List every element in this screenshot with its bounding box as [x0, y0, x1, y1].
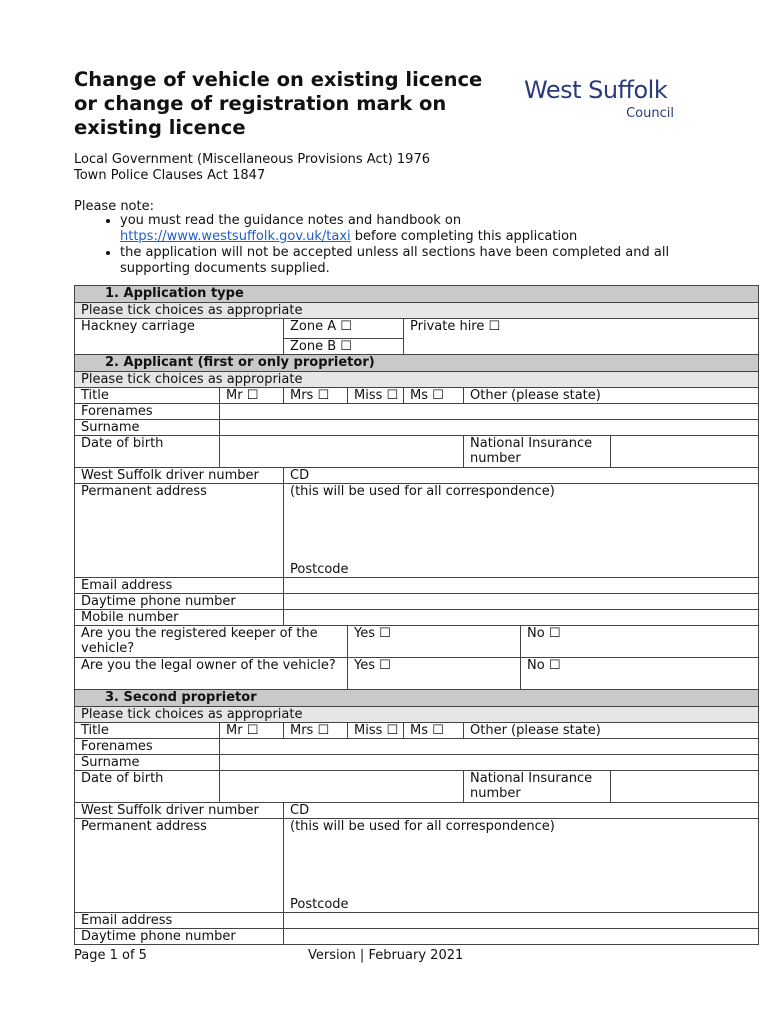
- surname-field[interactable]: [220, 420, 759, 436]
- version-label: Version | February 2021: [308, 948, 464, 963]
- surname-label: Surname: [75, 420, 220, 436]
- email-field[interactable]: [284, 913, 759, 929]
- checkbox-icon[interactable]: ☐: [317, 723, 330, 738]
- checkbox-icon[interactable]: ☐: [548, 658, 561, 673]
- checkbox-icon[interactable]: ☐: [432, 723, 444, 738]
- checkbox-icon[interactable]: ☐: [246, 723, 259, 738]
- ni-label: National Insurance number: [464, 771, 611, 803]
- dob-field[interactable]: [220, 436, 464, 468]
- daytime-phone-label: Daytime phone number: [75, 594, 284, 610]
- forenames-label: Forenames: [75, 739, 220, 755]
- email-label: Email address: [75, 578, 284, 594]
- mr-option[interactable]: Mr ☐: [220, 723, 284, 739]
- keeper-no-option[interactable]: No ☐: [521, 626, 759, 658]
- logo-sub: Council: [626, 106, 674, 121]
- section-1-tick-note: Please tick choices as appropriate: [75, 303, 759, 319]
- dob-field[interactable]: [220, 771, 464, 803]
- checkbox-icon[interactable]: ☐: [379, 658, 391, 673]
- address-note: (this will be used for all correspondence): [290, 484, 555, 499]
- forenames-field[interactable]: [220, 404, 759, 420]
- daytime-phone-field[interactable]: [284, 929, 759, 945]
- postcode-label: Postcode: [290, 562, 349, 577]
- email-label: Email address: [75, 913, 284, 929]
- guidance-link[interactable]: https://www.westsuffolk.gov.uk/taxi: [120, 229, 351, 244]
- email-field[interactable]: [284, 578, 759, 594]
- address-label: Permanent address: [75, 484, 284, 578]
- ms-option[interactable]: Ms ☐: [404, 388, 464, 404]
- owner-yes-option[interactable]: Yes ☐: [348, 658, 521, 690]
- daytime-phone-field[interactable]: [284, 594, 759, 610]
- act-2: Town Police Clauses Act 1847: [74, 168, 266, 183]
- surname-label: Surname: [75, 755, 220, 771]
- section-2-heading: 2. Applicant (first or only proprietor): [75, 355, 759, 372]
- miss-option[interactable]: Miss ☐: [348, 388, 404, 404]
- note-item: • you must read the guidance notes and handbook on https://www.westsuffolk.gov.uk/taxi before completing this application: [120, 213, 730, 245]
- zone-b-option[interactable]: Zone B ☐: [284, 339, 404, 355]
- address-field[interactable]: [284, 819, 759, 913]
- section-3-heading: 3. Second proprietor: [75, 690, 759, 707]
- page-title: Change of vehicle on existing licence or change of registration mark on existing licence: [74, 68, 483, 139]
- driver-number-label: West Suffolk driver number: [75, 803, 284, 819]
- logo-name: West Suffolk: [524, 76, 668, 104]
- checkbox-icon[interactable]: ☐: [548, 626, 561, 641]
- page-number: Page 1 of 5: [74, 948, 147, 963]
- private-hire-option[interactable]: Private hire ☐: [404, 319, 759, 355]
- checkbox-icon[interactable]: ☐: [379, 626, 391, 641]
- miss-option[interactable]: Miss ☐: [348, 723, 404, 739]
- checkbox-icon[interactable]: ☐: [386, 388, 399, 403]
- owner-no-option[interactable]: No ☐: [521, 658, 759, 690]
- checkbox-icon[interactable]: ☐: [340, 319, 352, 334]
- dob-label: Date of birth: [75, 771, 220, 803]
- surname-field[interactable]: [220, 755, 759, 771]
- checkbox-icon[interactable]: ☐: [432, 388, 444, 403]
- mrs-option[interactable]: Mrs ☐: [284, 723, 348, 739]
- hackney-carriage-label: Hackney carriage: [75, 319, 284, 355]
- west-suffolk-logo: [524, 76, 684, 126]
- notes-list: [74, 213, 730, 277]
- mrs-option[interactable]: Mrs ☐: [284, 388, 348, 404]
- checkbox-icon[interactable]: ☐: [340, 339, 352, 354]
- ni-label: National Insurance number: [464, 436, 611, 468]
- ni-field[interactable]: [611, 771, 759, 803]
- checkbox-icon[interactable]: ☐: [246, 388, 259, 403]
- note-item: • the application will not be accepted unless all sections have been completed and all supporting documents supplied.: [120, 245, 730, 277]
- other-title-option[interactable]: Other (please state): [464, 388, 759, 404]
- driver-number-label: West Suffolk driver number: [75, 468, 284, 484]
- driver-number-field[interactable]: CD: [284, 803, 759, 819]
- address-note: (this will be used for all correspondence): [290, 819, 555, 834]
- title-label: Title: [75, 723, 220, 739]
- title-label: Title: [75, 388, 220, 404]
- ms-option[interactable]: Ms ☐: [404, 723, 464, 739]
- address-field[interactable]: [284, 484, 759, 578]
- address-label: Permanent address: [75, 819, 284, 913]
- section-3-tick-note: Please tick choices as appropriate: [75, 707, 759, 723]
- forenames-field[interactable]: [220, 739, 759, 755]
- other-title-option[interactable]: Other (please state): [464, 723, 759, 739]
- registered-keeper-label: Are you the registered keeper of the vehicle?: [75, 626, 348, 658]
- checkbox-icon[interactable]: ☐: [488, 319, 501, 334]
- section-2-tick-note: Please tick choices as appropriate: [75, 372, 759, 388]
- dob-label: Date of birth: [75, 436, 220, 468]
- zone-a-option[interactable]: Zone A ☐: [284, 319, 404, 339]
- mobile-label: Mobile number: [75, 610, 284, 626]
- mr-option[interactable]: Mr ☐: [220, 388, 284, 404]
- note-heading: Please note:: [74, 199, 154, 214]
- postcode-label: Postcode: [290, 897, 349, 912]
- application-form-table: [74, 285, 759, 945]
- act-1: Local Government (Miscellaneous Provisions Act) 1976: [74, 152, 430, 167]
- forenames-label: Forenames: [75, 404, 220, 420]
- driver-number-field[interactable]: CD: [284, 468, 759, 484]
- section-1-heading: 1. Application type: [75, 286, 759, 303]
- keeper-yes-option[interactable]: Yes ☐: [348, 626, 521, 658]
- checkbox-icon[interactable]: ☐: [386, 723, 399, 738]
- checkbox-icon[interactable]: ☐: [317, 388, 330, 403]
- ni-field[interactable]: [611, 436, 759, 468]
- daytime-phone-label: Daytime phone number: [75, 929, 284, 945]
- legal-owner-label: Are you the legal owner of the vehicle?: [75, 658, 348, 690]
- mobile-field[interactable]: [284, 610, 759, 626]
